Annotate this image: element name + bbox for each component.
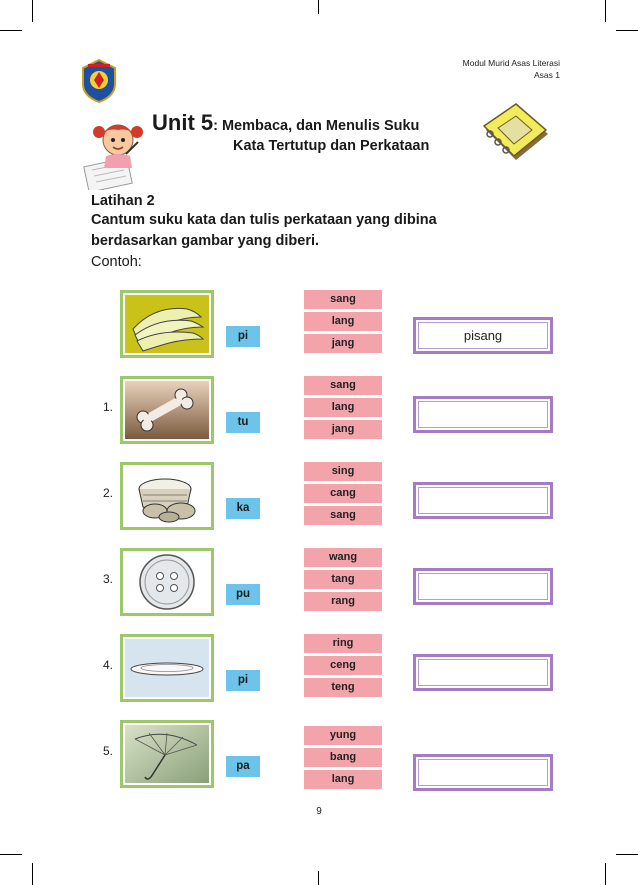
- exercise-instruction-line2: berdasarkan gambar yang diberi.: [91, 233, 320, 249]
- basket-icon: [120, 462, 214, 530]
- exercise-title: Latihan 2: [91, 193, 155, 209]
- exercise-row-1: [0, 370, 638, 450]
- answer-text: [418, 759, 548, 786]
- syllable-option[interactable]: lang: [304, 398, 382, 417]
- syllable-box: pi: [226, 670, 260, 691]
- syllable-option[interactable]: tang: [304, 570, 382, 589]
- answer-box[interactable]: [413, 396, 553, 433]
- ministry-emblem-icon: [80, 58, 118, 104]
- girl-writing-icon: [82, 118, 152, 190]
- crop-mark: [605, 863, 606, 885]
- syllable-option[interactable]: jang: [304, 420, 382, 439]
- unit-title-line1: : Membaca, dan Menulis Suku: [213, 118, 420, 134]
- syllable-box: tu: [226, 412, 260, 433]
- answer-box[interactable]: [413, 482, 553, 519]
- crop-mark: [32, 0, 33, 22]
- crop-mark: [318, 0, 319, 14]
- crop-mark: [616, 854, 638, 855]
- banana-icon: [120, 290, 214, 358]
- syllable-option[interactable]: lang: [304, 770, 382, 789]
- example-label: Contoh:: [91, 254, 142, 270]
- unit-number: Unit 5: [152, 110, 214, 135]
- answer-box[interactable]: [413, 568, 553, 605]
- exercise-row-2: [0, 456, 638, 536]
- syllable-box: pi: [226, 326, 260, 347]
- module-title: Modul Murid Asas Literasi: [462, 58, 560, 68]
- syllable-option[interactable]: wang: [304, 548, 382, 567]
- syllable-option[interactable]: lang: [304, 312, 382, 331]
- crop-mark: [616, 30, 638, 31]
- bone-icon: [120, 376, 214, 444]
- syllable-box: pa: [226, 756, 260, 777]
- answer-text: [418, 573, 548, 600]
- umbrella-icon: [120, 720, 214, 788]
- row-number: 1.: [103, 400, 114, 414]
- page-number: 9: [316, 806, 322, 817]
- button-icon: [120, 548, 214, 616]
- syllable-option[interactable]: jang: [304, 334, 382, 353]
- crop-mark: [318, 871, 319, 885]
- unit-title-line2: Kata Tertutup dan Perkataan: [233, 138, 430, 154]
- exercise-row-3: [0, 542, 638, 622]
- exercise-row-4: [0, 628, 638, 708]
- exercise-row-example: [0, 284, 638, 364]
- module-level: Asas 1: [534, 70, 560, 80]
- exercise-row-5: [0, 714, 638, 794]
- syllable-option[interactable]: bang: [304, 748, 382, 767]
- answer-box[interactable]: [413, 317, 553, 354]
- row-number: 3.: [103, 572, 114, 586]
- syllable-box: pu: [226, 584, 260, 605]
- answer-text: [418, 659, 548, 686]
- answer-box[interactable]: [413, 754, 553, 791]
- syllable-option[interactable]: ring: [304, 634, 382, 653]
- syllable-option[interactable]: sang: [304, 376, 382, 395]
- syllable-option[interactable]: sang: [304, 290, 382, 309]
- crop-mark: [32, 863, 33, 885]
- row-number: 2.: [103, 486, 114, 500]
- syllable-option[interactable]: yung: [304, 726, 382, 745]
- syllable-option[interactable]: rang: [304, 592, 382, 611]
- syllable-option[interactable]: ceng: [304, 656, 382, 675]
- syllable-option[interactable]: teng: [304, 678, 382, 697]
- syllable-option[interactable]: cang: [304, 484, 382, 503]
- answer-box[interactable]: [413, 654, 553, 691]
- answer-text: [418, 487, 548, 514]
- crop-mark: [0, 30, 22, 31]
- unit-title: [152, 110, 419, 136]
- plate-icon: [120, 634, 214, 702]
- exercise-instruction-line1: Cantum suku kata dan tulis perkataan yang dibina: [91, 212, 437, 228]
- crop-mark: [0, 854, 22, 855]
- syllable-box: ka: [226, 498, 260, 519]
- answer-text: [418, 401, 548, 428]
- row-number: 4.: [103, 658, 114, 672]
- module-info: [463, 57, 560, 81]
- notebook-icon: [478, 100, 552, 168]
- answer-text: pisang: [418, 322, 548, 349]
- crop-mark: [605, 0, 606, 22]
- syllable-option[interactable]: sang: [304, 506, 382, 525]
- syllable-option[interactable]: sing: [304, 462, 382, 481]
- row-number: 5.: [103, 744, 114, 758]
